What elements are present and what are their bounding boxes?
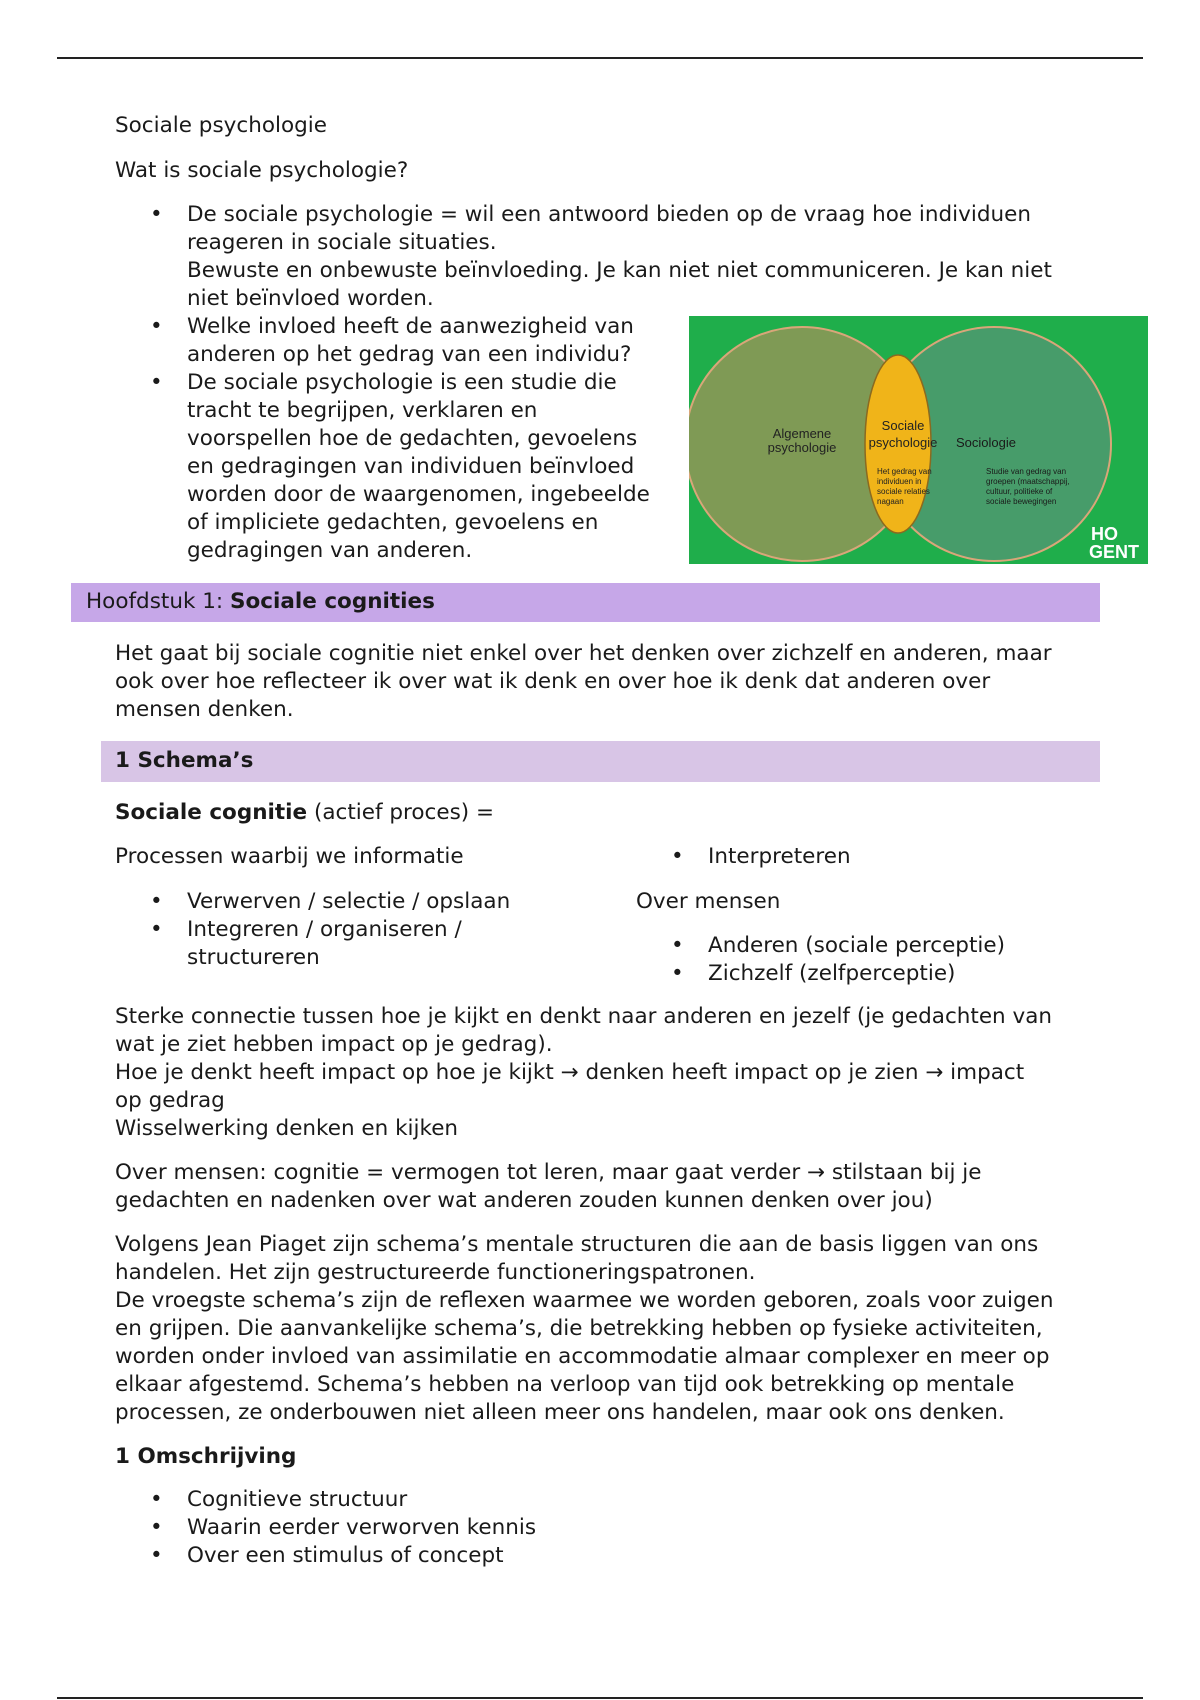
list-item: • Anderen (sociale perceptie) [636, 932, 1116, 960]
center-desc-3: sociale relaties [877, 487, 930, 496]
intro-question: Wat is sociale psychologie? [115, 158, 409, 183]
center-label-1: Sociale [881, 418, 925, 433]
venn-svg [689, 316, 1148, 564]
venn-diagram [689, 316, 1148, 564]
list-item: • Zichzelf (zelfperceptie) [636, 960, 1116, 988]
page-title: Sociale psychologie [115, 113, 327, 138]
top-rule [57, 57, 1143, 59]
left-col-bullets [115, 888, 595, 972]
section-heading-band [101, 741, 1100, 782]
center-label-2: psychologie [868, 435, 938, 450]
list-item: • Cognitieve structuur [115, 1486, 815, 1514]
list-item: • Over een stimulus of concept [115, 1542, 815, 1570]
chapter-intro: Het gaat bij sociale cognitie niet enkel over het denken over zichzelf en anderen, maar ook over hoe reflecteer ik over wat ik denk en over hoe ik denk dat anderen over mensen denken. [115, 641, 1052, 722]
right-desc-4: sociale bewegingen [986, 497, 1057, 506]
subsection-heading: 1 Omschrijving [115, 1444, 297, 1469]
right-col-top-bullet [636, 843, 1116, 871]
chapter-heading-band [71, 583, 1100, 622]
bottom-rule [57, 1697, 1143, 1699]
paragraph-connection: Sterke connectie tussen hoe je kijkt en denkt naar anderen en jezelf (je gedachten van wat je ziet hebben impact op je gedrag). Hoe je denkt heeft impact op hoe je kijkt → denken heeft impact op je zien → impact op gedrag Wisselwerking denken en kijken [115, 1004, 1053, 1141]
right-col-bullets [636, 932, 1116, 988]
list-item: • De sociale psychologie is een studie die tracht te begrijpen, verklaren en voorspellen hoe de gedachten, gevoelens en gedragingen van individuen beïnvloed worden door de waargenomen, ingebeelde of impliciete gedachten, gevoelens en gedragingen van anderen. [115, 369, 1115, 565]
right-col-lead: Over mensen [636, 889, 781, 914]
list-item: • Waarin eerder verworven kennis [115, 1514, 815, 1542]
subsection-bullets [115, 1486, 815, 1570]
list-item: • Integreren / organiseren / structureren [115, 916, 595, 972]
left-label-1: Algemene [772, 426, 832, 441]
left-col-lead: Processen waarbij we informatie [115, 844, 464, 869]
right-desc-2: groepen (maatschappij, [986, 477, 1070, 486]
list-item: • Interpreteren [636, 843, 1116, 871]
list-item: • Welke invloed heeft de aanwezigheid van anderen op het gedrag van een individu? [115, 313, 1115, 369]
logo-line-1: HO [1091, 524, 1118, 544]
list-item: • De sociale psychologie = wil een antwoord bieden op de vraag hoe individuen reageren in sociale situaties. Bewuste en onbewuste beïnvloeding. Je kan niet niet communiceren. Je kan niet niet beïnvloed worden. [115, 201, 1115, 313]
right-label: Sociologie [956, 435, 1016, 450]
right-desc-3: cultuur, politieke of [986, 487, 1053, 496]
section-heading: 1 Schema’s [115, 748, 254, 773]
definition: Sociale cognitie (actief proces) = [115, 800, 495, 825]
center-desc-2: individuen in [877, 477, 922, 486]
list-item: • Verwerven / selectie / opslaan [115, 888, 595, 916]
center-desc-1: Het gedrag van [877, 467, 932, 476]
paragraph-piaget: Volgens Jean Piaget zijn schema’s mentale structuren die aan de basis liggen van ons handelen. Het zijn gestructureerde functioneringspatronen. De vroegste schema’s zijn de reflexen waarmee we worden geboren, zoals voor zuigen en grijpen. Die aanvankelijke schema’s, die betrekking hebben op fysieke activiteiten, worden onder invloed van assimilatie en accommodatie almaar complexer en meer op elkaar afgestemd. Schema’s hebben na verloop van tijd ook betrekking op mentale processen, ze onderbouwen niet alleen meer ons handelen, maar ook ons denken. [115, 1232, 1054, 1425]
chapter-heading: Hoofdstuk 1: Sociale cognities [86, 589, 435, 614]
left-label-2: psychologie [767, 440, 837, 455]
center-desc-4: nagaan [877, 497, 904, 506]
logo-line-2: GENT [1089, 542, 1140, 562]
right-desc-1: Studie van gedrag van [986, 467, 1067, 476]
paragraph-cognition: Over mensen: cognitie = vermogen tot leren, maar gaat verder → stilstaan bij je gedachten en nadenken over wat anderen zouden kunnen denken over jou) [115, 1160, 982, 1213]
